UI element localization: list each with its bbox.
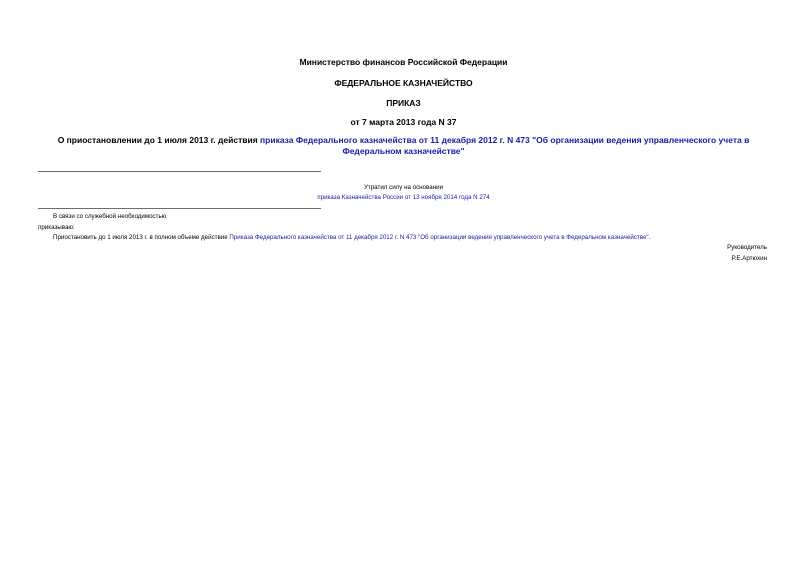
body-paragraph-reason: В связи со служебной необходимостью bbox=[53, 213, 167, 220]
title-prefix: О приостановлении до 1 июля 2013 г. действия bbox=[57, 135, 261, 145]
document-title bbox=[40, 135, 767, 157]
body-link-order-473[interactable]: Приказа Федерального казначейства от 11 декабря 2012 г. N 473 "Об организации ведения управленческого учета в Федеральном казначействе" bbox=[229, 234, 649, 241]
signature-name: Р.Е.Артюхин bbox=[731, 255, 767, 262]
status-text: Утратил силу на основании bbox=[363, 184, 444, 191]
suspend-suffix: . bbox=[648, 234, 651, 241]
suspend-prefix: Приостановить до 1 июля 2013 г. в полном объеме действие bbox=[53, 234, 230, 241]
title-link-order-473[interactable]: приказа Федерального казначейства от 11 декабря 2012 г. N 473 "Об организации ведения управленческого учета в Федеральном казначействе" bbox=[260, 135, 750, 156]
divider-middle bbox=[38, 208, 321, 209]
ministry-heading: Министерство финансов Российской Федерации bbox=[299, 57, 508, 67]
divider-top bbox=[38, 171, 321, 172]
signature-role: Руководитель bbox=[727, 244, 767, 251]
body-paragraph-order: приказываю: bbox=[38, 224, 75, 231]
date-number-heading: от 7 марта 2013 года N 37 bbox=[350, 117, 457, 127]
body-paragraph-suspend bbox=[53, 234, 650, 242]
status-link-order-274[interactable]: приказа Казначейства России от 13 ноября 2014 года N 274 bbox=[317, 194, 490, 201]
doc-type-heading: ПРИКАЗ bbox=[386, 98, 421, 108]
agency-heading: ФЕДЕРАЛЬНОЕ КАЗНАЧЕЙСТВО bbox=[334, 78, 473, 88]
